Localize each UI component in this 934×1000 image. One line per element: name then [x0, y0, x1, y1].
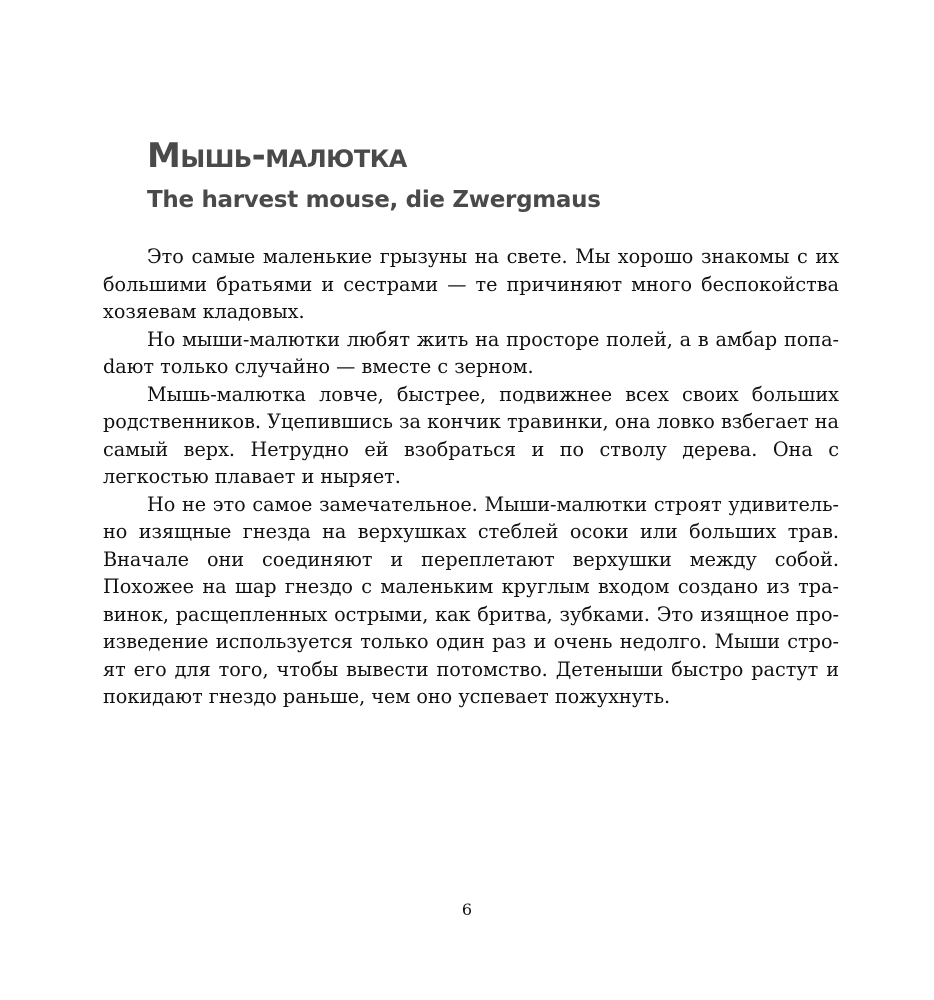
- page-title: Мышь-малютка: [147, 136, 407, 176]
- page-number: 6: [461, 900, 473, 919]
- page-subtitle: The harvest mouse, die Zwergmaus: [147, 187, 601, 213]
- body-text: [103, 243, 839, 711]
- paragraph-3: Мышь-малютка ловче, быстрее, подвижнее всех своих больших родственников. Уцепившись за кончик травинки, она ловко взбегает на самый верх. Нетрудно ей взобраться и по стволу дерева. Она с легкостью плавает и ныряет.: [103, 382, 839, 488]
- paragraph-2: Но мыши-малютки любят жить на просторе полей, а в амбар попаdают только случайно — вместе с зерном.: [103, 327, 839, 378]
- paragraph-1: Это самые маленькие грызуны на свете. Мы хорошо знакомы с их большими братьями и сестрами — те причиняют много беспокойства хозяевам кладовых.: [103, 245, 839, 323]
- paragraph-4: Но не это самое замечательное. Мыши-малютки строят удивительно изящные гнезда на верхушках стеблей осоки или больших трав. Вначале они соединяют и переплетают верхушки между собой. Похожее на шар гнездо с маленьким круглым входом создано из травинок, расщепленных острыми, как бритва, зубками. Это изящное произведение используется только один раз и очень недолго. Мыши строят его для того, чтобы вывести потомство. Детеныши быстро растут и покидают гнездо раньше, чем оно успевает пожухнуть.: [103, 492, 839, 708]
